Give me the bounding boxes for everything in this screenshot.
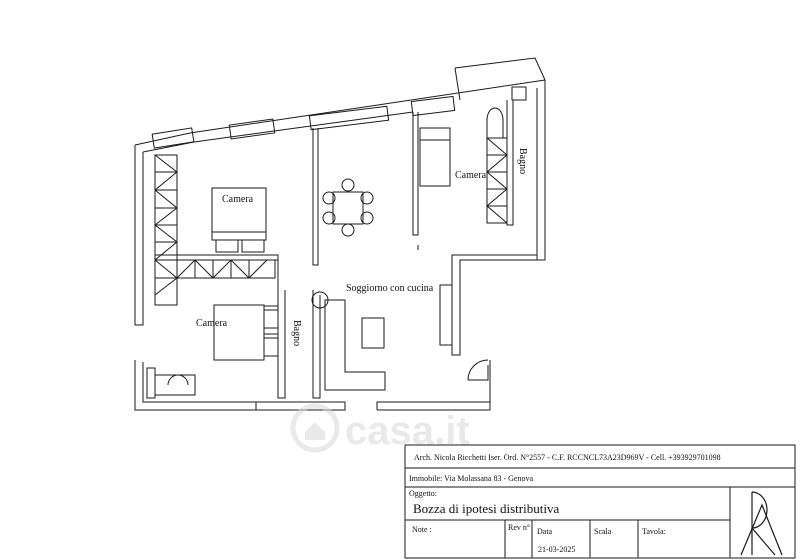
room-label-bagno-right: Bagno (517, 148, 528, 175)
room-label-camera-top: Camera (222, 194, 254, 205)
data-value: 21-03-2025 (538, 545, 576, 554)
entry-door (468, 360, 488, 380)
oggetto-value: Bozza di ipotesi distributiva (413, 501, 560, 516)
outer-walls (135, 58, 545, 410)
left-wardrobe (155, 155, 177, 305)
data-label: Data (537, 527, 553, 536)
immobile-address: Immobile: Via Molassana 83 - Genova (409, 474, 534, 483)
watermark (293, 406, 470, 453)
windows (152, 87, 526, 345)
rev-label: Rev n° (508, 523, 531, 532)
bed-bottom (214, 305, 278, 360)
interior-walls (155, 100, 537, 398)
note-label: Note : (412, 525, 432, 534)
bath-fixtures (147, 368, 195, 398)
bed-right (420, 128, 450, 186)
dining-table (323, 179, 373, 236)
oggetto-label: Oggetto: (409, 489, 437, 498)
architect-info: Arch. Nicola Ricchetti Iser. Ord. N°2557 - C.F. RCCNCL73A23D969V - Cell. +393929701098 (414, 453, 721, 462)
scala-label: Scala (594, 527, 612, 536)
room-label-bagno-center: Bagno (291, 320, 302, 347)
center-wardrobe (177, 260, 275, 278)
architect-logo-icon (741, 492, 782, 555)
watermark-text: casa.it (345, 409, 470, 453)
tavola-label: Tavola: (642, 527, 666, 536)
room-label-camera-bottom: Camera (196, 318, 228, 329)
room-label-camera-right: Camera (455, 170, 487, 181)
right-wardrobe (487, 108, 507, 223)
room-label-soggiorno: Soggiorno con cucina (346, 283, 434, 294)
kitchen-counter (312, 292, 385, 390)
